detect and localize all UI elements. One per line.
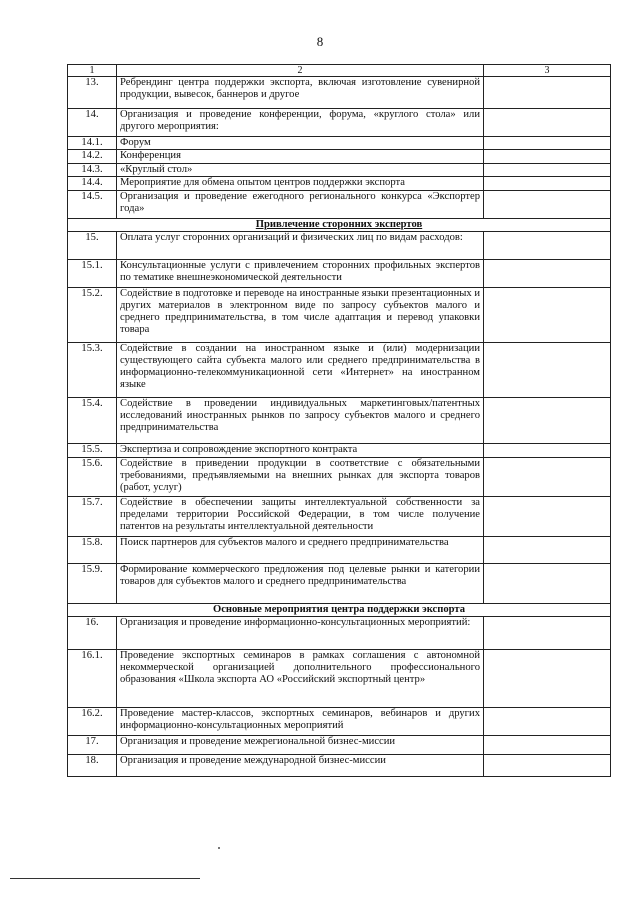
table-row [68, 617, 611, 650]
row-number: 15.3. [68, 343, 117, 398]
row-text: Формирование коммерческого предложения под целевые рынки и категории товаров для субъектов малого и среднего предпринимательства [117, 564, 484, 604]
table-row [68, 497, 611, 537]
row-value-cell [484, 650, 611, 708]
row-text: «Круглый стол» [117, 164, 484, 177]
row-number: 15.5. [68, 444, 117, 458]
section-heading-row [68, 604, 611, 617]
row-number: 14.2. [68, 150, 117, 164]
section-heading-row [68, 219, 611, 232]
row-text: Проведение мастер-классов, экспортных семинаров, вебинаров и других информационно-консультационных мероприятий [117, 708, 484, 736]
row-value-cell [484, 755, 611, 777]
section-heading: Привлечение сторонних экспертов [68, 219, 611, 232]
row-number: 16.1. [68, 650, 117, 708]
row-number: 15.8. [68, 537, 117, 564]
table-row [68, 150, 611, 164]
footnote-separator [10, 878, 200, 879]
row-value-cell [484, 444, 611, 458]
section-heading: Основные мероприятия центра поддержки экспорта [68, 604, 611, 617]
row-text: Организация и проведение международной бизнес-миссии [117, 755, 484, 777]
header-col-name: 2 [117, 65, 484, 77]
table-row [68, 164, 611, 177]
row-number: 15.7. [68, 497, 117, 537]
row-value-cell [484, 260, 611, 288]
row-text: Организация и проведение информационно-консультационных мероприятий: [117, 617, 484, 650]
row-number: 13. [68, 77, 117, 109]
row-number: 15.9. [68, 564, 117, 604]
row-value-cell [484, 398, 611, 444]
row-text: Оплата услуг сторонних организаций и физических лиц по видам расходов: [117, 232, 484, 260]
row-text: Содействие в обеспечении защиты интеллектуальной собственности за пределами территории Российской Федерации, в том числе получение патентов на результаты интеллектуальной деятельности [117, 497, 484, 537]
table-row [68, 343, 611, 398]
table-row [68, 537, 611, 564]
row-value-cell [484, 288, 611, 343]
table-header-row [68, 65, 611, 77]
row-value-cell [484, 232, 611, 260]
row-value-cell [484, 191, 611, 219]
row-number: 14.5. [68, 191, 117, 219]
table-row [68, 77, 611, 109]
row-text: Консультационные услуги с привлечением сторонних профильных экспертов по тематике внешнеэкономической деятельности [117, 260, 484, 288]
row-number: 15.2. [68, 288, 117, 343]
row-value-cell [484, 736, 611, 755]
table-body [68, 77, 611, 777]
row-value-cell [484, 109, 611, 137]
row-text: Поиск партнеров для субъектов малого и среднего предпринимательства [117, 537, 484, 564]
row-number: 14.1. [68, 137, 117, 150]
table-row [68, 191, 611, 219]
row-text: Организация и проведение конференции, форума, «круглого стола» или другого мероприятия: [117, 109, 484, 137]
row-text: Проведение экспортных семинаров в рамках соглашения с автономной некоммерческой организацией дополнительного профессионального образования «Школа экспорта АО «Российский экспортный центр» [117, 650, 484, 708]
row-number: 15.4. [68, 398, 117, 444]
row-text: Конференция [117, 150, 484, 164]
table-row [68, 260, 611, 288]
expense-table [67, 64, 611, 777]
row-number: 14. [68, 109, 117, 137]
table-row [68, 177, 611, 191]
table-row [68, 288, 611, 343]
table-row [68, 232, 611, 260]
row-number: 14.4. [68, 177, 117, 191]
table-row [68, 564, 611, 604]
row-value-cell [484, 164, 611, 177]
row-value-cell [484, 458, 611, 497]
row-number: 15. [68, 232, 117, 260]
row-number: 17. [68, 736, 117, 755]
table-row [68, 444, 611, 458]
row-text: Форум [117, 137, 484, 150]
row-value-cell [484, 137, 611, 150]
row-text: Мероприятие для обмена опытом центров поддержки экспорта [117, 177, 484, 191]
table-row [68, 736, 611, 755]
row-value-cell [484, 343, 611, 398]
row-text: Содействие в подготовке и переводе на иностранные языки презентационных и других материалов в электронном виде по запросу субъектов малого и среднего предпринимательства, в том числе адаптация и перевод упаковки товара [117, 288, 484, 343]
table-row [68, 708, 611, 736]
row-number: 16. [68, 617, 117, 650]
row-text: Организация и проведение межрегиональной бизнес-миссии [117, 736, 484, 755]
row-value-cell [484, 177, 611, 191]
row-number: 18. [68, 755, 117, 777]
row-text: Организация и проведение ежегодного регионального конкурса «Экспортер года» [117, 191, 484, 219]
row-text: Содействие в проведении индивидуальных маркетинговых/патентных исследований иностранных рынков по запросу субъектов малого и среднего предпринимательства [117, 398, 484, 444]
scan-artifact [218, 847, 220, 849]
header-col-number: 1 [68, 65, 117, 77]
row-number: 16.2. [68, 708, 117, 736]
table-row [68, 398, 611, 444]
row-text: Содействие в приведении продукции в соответствие с обязательными требованиями, предъявляемыми на внешних рынках для экспорта товаров (работ, услуг) [117, 458, 484, 497]
row-value-cell [484, 564, 611, 604]
row-value-cell [484, 708, 611, 736]
table-row [68, 458, 611, 497]
row-value-cell [484, 77, 611, 109]
row-value-cell [484, 150, 611, 164]
table-row [68, 650, 611, 708]
row-value-cell [484, 497, 611, 537]
table-row [68, 137, 611, 150]
table-row [68, 755, 611, 777]
row-number: 14.3. [68, 164, 117, 177]
page-number: 8 [316, 34, 324, 49]
row-number: 15.1. [68, 260, 117, 288]
row-text: Экспертиза и сопровождение экспортного контракта [117, 444, 484, 458]
row-text: Ребрендинг центра поддержки экспорта, включая изготовление сувенирной продукции, вывесок, баннеров и другое [117, 77, 484, 109]
row-text: Содействие в создании на иностранном языке и (или) модернизации существующего сайта субъекта малого или среднего предпринимательства в информационно-телекоммуникационной сети «Интернет» на иностранном языке [117, 343, 484, 398]
row-value-cell [484, 617, 611, 650]
table-row [68, 109, 611, 137]
row-number: 15.6. [68, 458, 117, 497]
row-value-cell [484, 537, 611, 564]
header-col-value: 3 [484, 65, 611, 77]
